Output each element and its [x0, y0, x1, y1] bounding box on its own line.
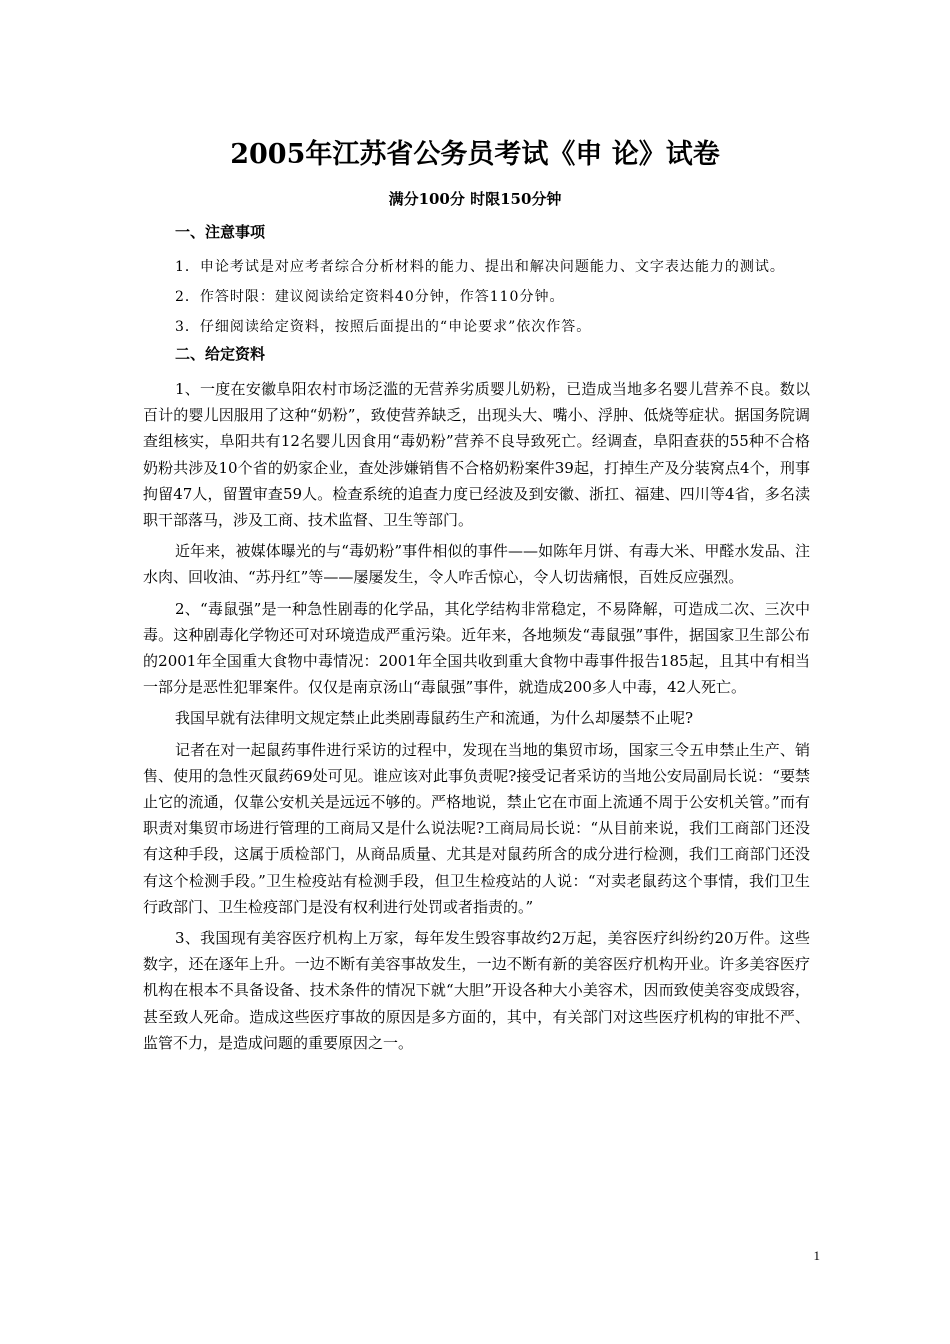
page-title: 2005年江苏省公务员考试《申 论》试卷	[230, 139, 720, 170]
page-subtitle: 满分100分 时限150分钟	[388, 190, 562, 208]
note-item: 2．作答时限：建议阅读给定资料40分钟，作答110分钟。	[175, 289, 565, 305]
note-item: 1．申论考试是对应考者综合分析材料的能力、提出和解决问题能力、文字表达能力的测试。	[175, 259, 785, 275]
document-body	[143, 222, 810, 1061]
note-item: 3．仔细阅读给定资料，按照后面提出的“申论要求”依次作答。	[175, 319, 592, 335]
material-paragraph: 2、“毒鼠强”是一种急性剧毒的化学品，其化学结构非常稳定，不易降解，可造成二次、三次中毒。这种剧毒化学物还可对环境造成严重污染。近年来，各地频发“毒鼠强”事件，据国家卫生部公布的2001年全国重大食物中毒情况：2001年全国共收到重大食物中毒事件报告185起，且其中有相当一部分是恶性犯罪案件。仅仅是南京汤山“毒鼠强”事件，就造成200多人中毒，42人死亡。	[143, 599, 810, 697]
section-heading-materials: 二、给定资料	[175, 345, 266, 363]
material-paragraph: 1、一度在安徽阜阳农村市场泛滥的无营养劣质婴儿奶粉，已造成当地多名婴儿营养不良。数以百计的婴儿因服用了这种“奶粉”，致使营养缺乏，出现头大、嘴小、浮肿、低烧等症状。据国务院调查组核实，阜阳共有12名婴儿因食用“毒奶粉”营养不良导致死亡。经调查，阜阳查获的55种不合格奶粉共涉及10个省的奶家企业，查处涉嫌销售不合格奶粉案件39起，打掉生产及分装窝点4个，刑事拘留47人，留置审查59人。检查系统的追查力度已经波及到安徽、浙扛、福建、四川等4省，多名渎职干部落马，涉及工商、技术监督、卫生等部门。	[143, 380, 810, 530]
material-paragraph: 近年来，被媒体曝光的与“毒奶粉”事件相似的事件——如陈年月饼、有毒大米、甲醛水发品、注水肉、回收油、“苏丹红”等——屡屡发生，令人咋舌惊心，令人切齿痛恨，百姓反应强烈。	[143, 542, 810, 587]
page-number: 1	[813, 1248, 820, 1263]
section-heading-notes: 一、注意事项	[175, 223, 266, 241]
material-paragraph: 我国早就有法律明文规定禁止此类剧毒鼠药生产和流通，为什么却屡禁不止呢?	[175, 709, 694, 728]
material-paragraph: 3、我国现有美容医疗机构上万家，每年发生毁容事故约2万起，美容医疗纠纷约20万件。这些数字，还在逐年上升。一边不断有美容事故发生，一边不断有新的美容医疗机构开业。许多美容医疗机构在根本不具备设备、技术条件的情况下就“大胆”开设各种大小美容术，因而致使美容变成毁容，甚至致人死命。造成这些医疗事故的原因是多方面的，其中，有关部门对这些医疗机构的审批不严、监管不力，是造成问题的重要原因之一。	[143, 929, 810, 1052]
material-paragraph: 记者在对一起鼠药事件进行采访的过程中，发现在当地的集贸市场，国家三令五申禁止生产、销售、使用的急性灭鼠药69处可见。谁应该对此事负责呢?接受记者采访的当地公安局副局长说：“要禁止它的流通，仅靠公安机关是远远不够的。严格地说，禁止它在市面上流通不周于公安机关管。”而有职责对集贸市场进行管理的工商局又是什么说法呢?工商局局长说：“从目前来说，我们工商部门还没有这种手段，这属于质检部门，从商品质量、尤其是对鼠药所含的成分进行检测，我们工商部门还没有这个检测手段。”卫生检疫站有检测手段，但卫生检疫站的人说：“对卖老鼠药这个事情，我们卫生行政部门、卫生检疫部门是没有权利进行处罚或者指责的。”	[143, 740, 810, 916]
